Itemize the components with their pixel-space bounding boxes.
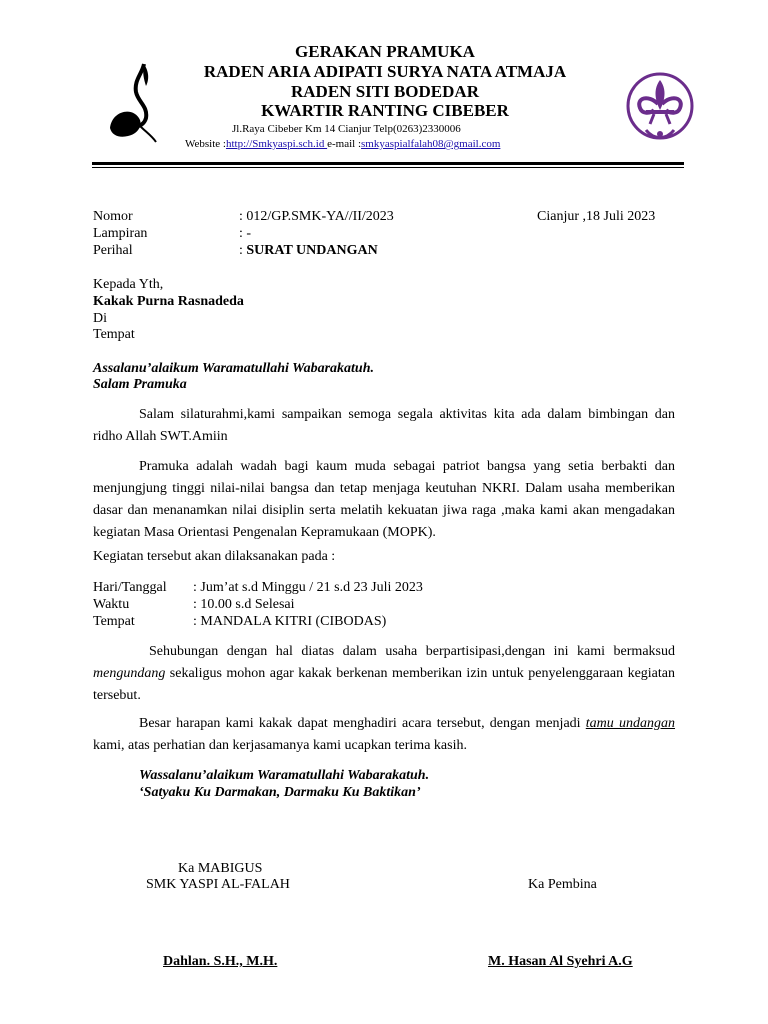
signature-left-institution: SMK YASPI AL-FALAH (146, 877, 290, 892)
org-kwartir: KWARTIR RANTING CIBEBER (261, 101, 509, 120)
paragraph-5 (93, 713, 675, 757)
schedule-time-value: : 10.00 s.d Selesai (193, 597, 295, 612)
perihal-prefix: : (239, 243, 247, 258)
signature-left-name: Dahlan. S.H., M.H. (163, 954, 278, 969)
perihal-label: Perihal (93, 243, 133, 258)
website-label: Website : (185, 138, 226, 150)
recipient-name: Kakak Purna Rasnadeda (93, 294, 244, 309)
closing-motto: ‘Satyaku Ku Darmakan, Darmaku Ku Baktikan’ (139, 785, 421, 800)
opening-pramuka: Salam Pramuka (93, 377, 187, 392)
paragraph-4-c: sekaligus mohon agar kakak berkenan memberikan izin untuk penyelenggaraan kegiatan tersebut. (93, 666, 675, 703)
paragraph-4 (93, 641, 675, 707)
schedule-place-value: : MANDALA KITRI (CIBODAS) (193, 614, 387, 629)
paragraph-5-a: Besar harapan kami kakak dapat menghadiri acara tersebut, dengan menjadi (139, 716, 586, 731)
paragraph-5-emphasis: tamu undangan (585, 716, 676, 731)
signature-right-title: Ka Pembina (528, 877, 597, 892)
recipient-place: Tempat (93, 327, 135, 342)
perihal-value-line (239, 242, 378, 259)
signature-right-name: M. Hasan Al Syehri A.G (488, 954, 633, 969)
opening-salam: Assalanu’alaikum Waramatullahi Wabarakatuh. (93, 361, 375, 376)
paragraph-3: Kegiatan tersebut akan dilaksanakan pada : (93, 549, 336, 564)
schedule-day-label: Hari/Tanggal (93, 580, 167, 595)
email-label: e-mail : (327, 138, 362, 150)
org-name: RADEN ARIA ADIPATI SURYA NATA ATMAJA (203, 62, 567, 81)
lampiran-value: : - (239, 226, 252, 241)
schedule-day-value: : Jum’at s.d Minggu / 21 s.d 23 Juli 2023 (193, 580, 423, 595)
recipient-greeting: Kepada Yth, (93, 277, 164, 292)
perihal-value: SURAT UNDANGAN (246, 243, 378, 258)
schedule-place-label: Tempat (93, 614, 135, 629)
closing-salam: Wassalanu’alaikum Waramatullahi Wabarakatuh. (139, 768, 430, 783)
paragraph-2: Pramuka adalah wadah bagi kaum muda sebagai patriot bangsa yang setia berbakti dan menjungjung tinggi nilai-nilai bangsa dan tetap menjaga keutuhan NKRI. Dalam usaha memberikan dasar dan menanamkan nilai disiplin serta melatih kekuatan jiwa raga ,maka kami akan mengadakan kegiatan Masa Orientasi Pengenalan Kepramukaan (MOPK). (93, 459, 675, 540)
nomor-value: : 012/GP.SMK-YA//II/2023 (239, 209, 394, 224)
address-line: Jl.Raya Cibeber Km 14 Cianjur Telp(0263)2330006 (232, 123, 461, 135)
contact-line (185, 137, 500, 151)
schedule-time-label: Waktu (93, 597, 130, 612)
header-divider-thick (92, 162, 684, 165)
lampiran-label: Lampiran (93, 226, 148, 241)
recipient-di: Di (93, 311, 107, 326)
paragraph-4-a: Sehubungan dengan hal diatas dalam usaha berpartisipasi,dengan ini kami bermaksud (149, 644, 675, 659)
paragraph-5-c: kami, atas perhatian dan kerjasamanya kami ucapkan terima kasih. (93, 738, 467, 753)
paragraph-1: Salam silaturahmi,kami sampaikan semoga segala aktivitas kita ada dalam bimbingan dan ridho Allah SWT.Amiin (93, 407, 675, 444)
email-link[interactable]: smkyaspialfalah08@gmail.com (361, 138, 501, 150)
org-subname: RADEN SITI BODEDAR (291, 82, 479, 101)
signature-left-title: Ka MABIGUS (178, 861, 263, 876)
nomor-label: Nomor (93, 209, 133, 224)
org-title: GERAKAN PRAMUKA (295, 42, 475, 61)
letter-date: Cianjur ,18 Juli 2023 (537, 209, 656, 224)
header-divider-thin (92, 167, 684, 168)
paragraph-4-emphasis: mengundang (93, 666, 166, 681)
website-link[interactable]: http://Smkyaspi.sch.id (225, 138, 328, 150)
